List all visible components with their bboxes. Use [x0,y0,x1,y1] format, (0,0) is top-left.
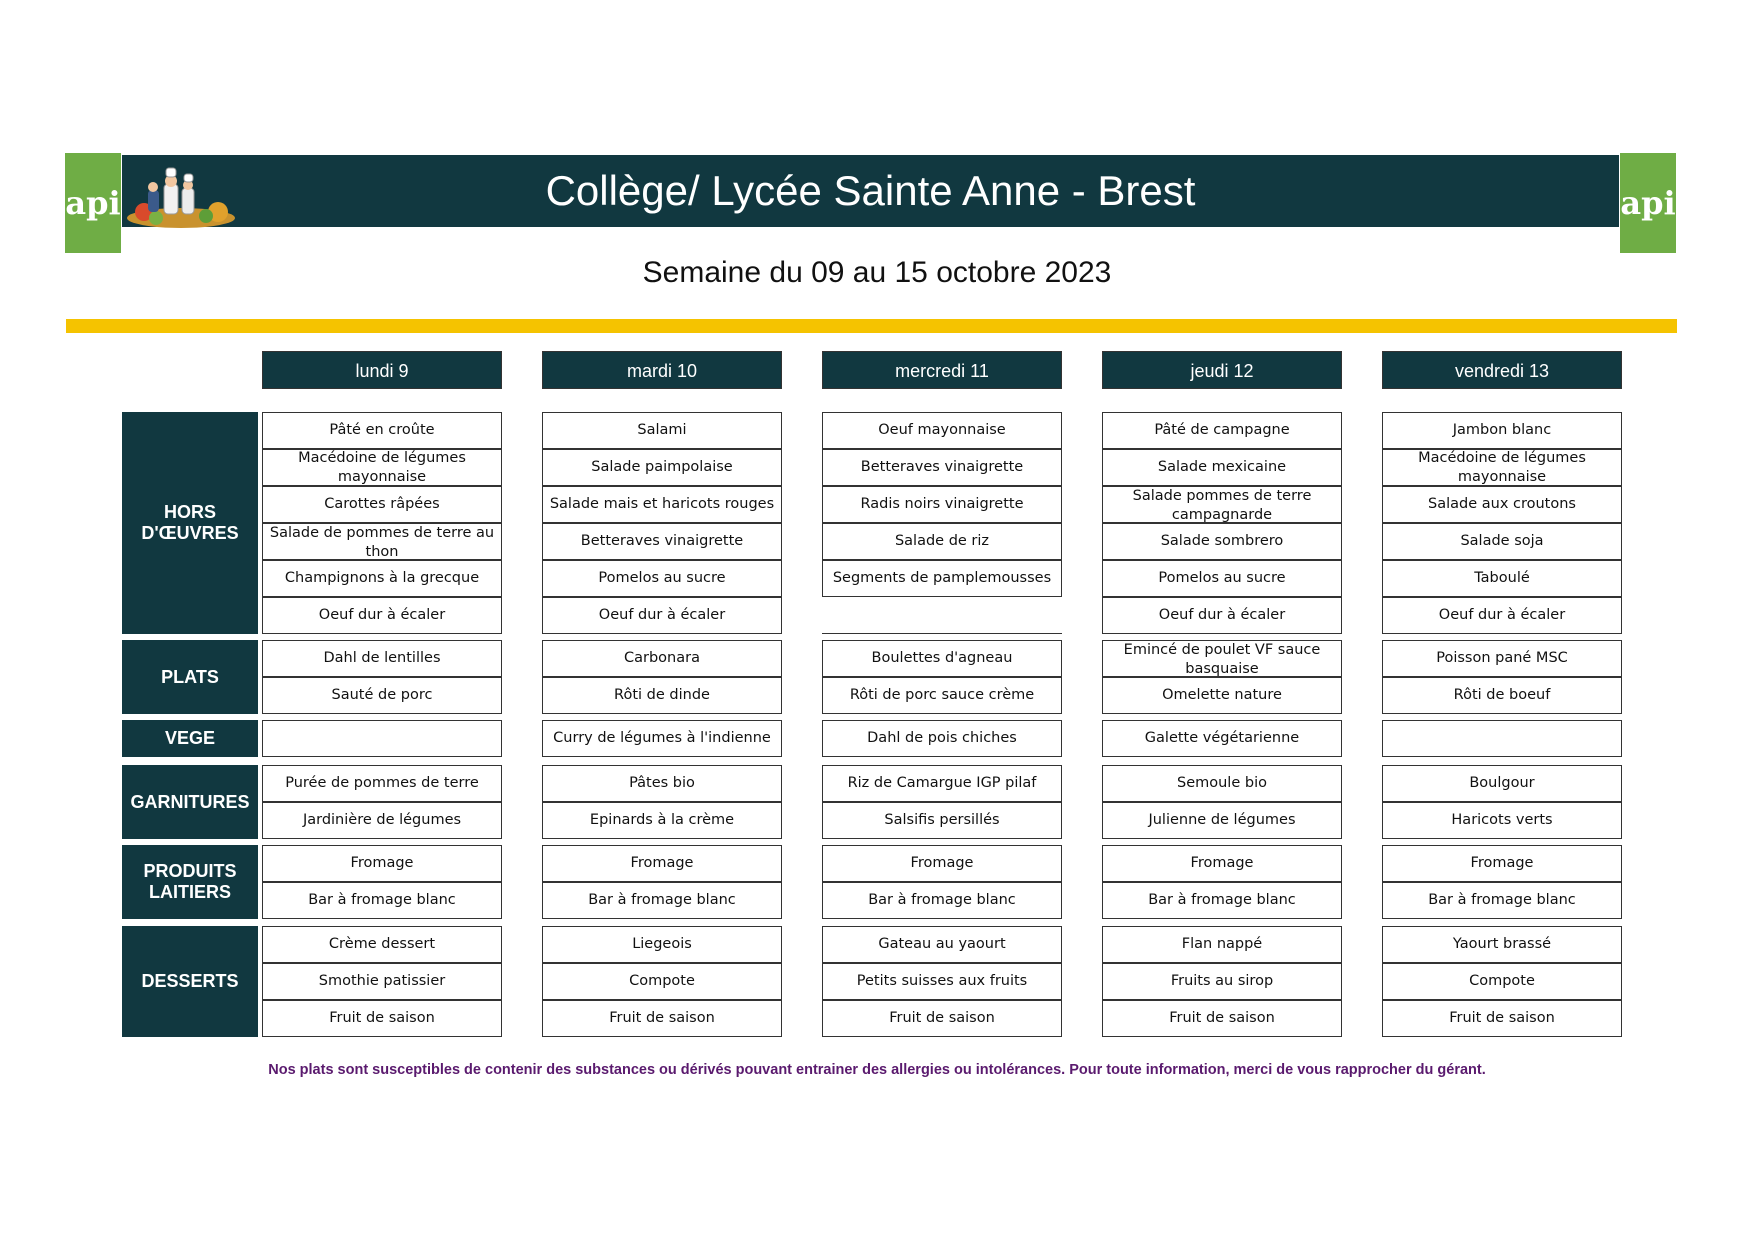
menu-cell: Jambon blanc [1382,412,1622,449]
menu-cell: Salami [542,412,782,449]
menu-cell: Rôti de porc sauce crème [822,677,1062,714]
menu-cell: Sauté de porc [262,677,502,714]
menu-cell: Salade de riz [822,523,1062,560]
menu-cell: Fromage [1102,845,1342,882]
menu-cell: Julienne de légumes [1102,802,1342,839]
menu-cell [1382,720,1622,757]
category-label: PRODUITS LAITIERS [143,861,237,902]
menu-cell: Oeuf dur à écaler [542,597,782,634]
menu-cell: Petits suisses aux fruits [822,963,1062,1000]
menu-cell: Curry de légumes à l'indienne [542,720,782,757]
day-header: vendredi 13 [1382,351,1622,389]
menu-cell: Omelette nature [1102,677,1342,714]
menu-cell: Galette végétarienne [1102,720,1342,757]
menu-cell: Epinards à la crème [542,802,782,839]
menu-cell: Radis noirs vinaigrette [822,486,1062,523]
menu-cell: Emincé de poulet VF sauce basquaise [1102,640,1342,677]
menu-cell: Rôti de boeuf [1382,677,1622,714]
category-produits-laitiers [122,845,258,919]
menu-cell: Purée de pommes de terre [262,765,502,802]
category-label: VEGE [164,728,216,748]
menu-cell: Boulgour [1382,765,1622,802]
menu-cell: Oeuf dur à écaler [1102,597,1342,634]
category-label: HORS D'ŒUVRES [141,502,239,543]
menu-cell: Bar à fromage blanc [822,882,1062,919]
menu-cell: Pâté de campagne [1102,412,1342,449]
day-header: lundi 9 [262,351,502,389]
menu-cell: Carottes râpées [262,486,502,523]
api-logo-left: api [65,153,121,253]
category-plats [122,640,258,714]
menu-cell: Pomelos au sucre [1102,560,1342,597]
menu-cell: Fruit de saison [822,1000,1062,1037]
menu-cell: Champignons à la grecque [262,560,502,597]
category-label: GARNITURES [130,791,250,812]
menu-cell: Carbonara [542,640,782,677]
menu-cell: Betteraves vinaigrette [822,449,1062,486]
menu-cell: Semoule bio [1102,765,1342,802]
menu-cell: Salade mais et haricots rouges [542,486,782,523]
menu-cell: Segments de pamplemousses [822,560,1062,597]
menu-cell: Fromage [542,845,782,882]
category-label: DESSERTS [141,971,239,991]
menu-cell: Salsifis persillés [822,802,1062,839]
menu-cell: Oeuf dur à écaler [262,597,502,634]
menu-cell: Fruit de saison [542,1000,782,1037]
menu-cell: Fruits au sirop [1102,963,1342,1000]
menu-cell: Liegeois [542,926,782,963]
menu-cell: Oeuf mayonnaise [822,412,1062,449]
menu-cell: Crème dessert [262,926,502,963]
menu-cell: Taboulé [1382,560,1622,597]
menu-cell: Compote [542,963,782,1000]
menu-cell: Betteraves vinaigrette [542,523,782,560]
chef-illustration-icon [126,166,236,228]
menu-cell: Salade mexicaine [1102,449,1342,486]
category-garnitures [122,765,258,839]
menu-cell: Fruit de saison [1382,1000,1622,1037]
page-title: Collège/ Lycée Sainte Anne - Brest [545,167,1196,214]
menu-cell: Riz de Camargue IGP pilaf [822,765,1062,802]
menu-cell: Fruit de saison [1102,1000,1342,1037]
menu-cell: Pâtes bio [542,765,782,802]
week-heading: Semaine du 09 au 15 octobre 2023 [642,256,1112,289]
menu-cell: Fromage [262,845,502,882]
menu-cell: Compote [1382,963,1622,1000]
menu-cell: Oeuf dur à écaler [1382,597,1622,634]
category-label: PLATS [161,666,219,687]
menu-cell: Dahl de pois chiches [822,720,1062,757]
menu-cell: Boulettes d'agneau [822,640,1062,677]
category-vege [122,720,258,757]
category-desserts [122,926,258,1037]
menu-cell: Bar à fromage blanc [1382,882,1622,919]
day-header: mardi 10 [542,351,782,389]
category-hors-doeuvres [122,412,258,634]
menu-cell: Salade soja [1382,523,1622,560]
menu-cell: Bar à fromage blanc [542,882,782,919]
menu-cell: Gateau au yaourt [822,926,1062,963]
menu-cell: Macédoine de légumes mayonnaise [1382,449,1622,486]
menu-cell: Salade de pommes de terre au thon [262,523,502,560]
menu-cell: Fromage [822,845,1062,882]
menu-cell: Salade paimpolaise [542,449,782,486]
menu-cell [822,597,1062,634]
menu-cell: Pomelos au sucre [542,560,782,597]
menu-cell: Fruit de saison [262,1000,502,1037]
menu-cell: Salade pommes de terre campagnarde [1102,486,1342,523]
day-header: mercredi 11 [822,351,1062,389]
menu-cell: Smothie patissier [262,963,502,1000]
menu-cell: Macédoine de légumes mayonnaise [262,449,502,486]
menu-cell: Jardinière de légumes [262,802,502,839]
menu-cell: Fromage [1382,845,1622,882]
menu-cell: Salade sombrero [1102,523,1342,560]
allergy-footnote: Nos plats sont susceptibles de contenir des substances ou dérivés pouvant entrainer des allergies ou intolérances. Pour toute information, merci de vous rapprocher du gérant. [268,1062,1486,1078]
menu-cell: Poisson pané MSC [1382,640,1622,677]
menu-cell: Haricots verts [1382,802,1622,839]
divider-bar [66,319,1677,333]
menu-cell: Bar à fromage blanc [262,882,502,919]
menu-cell: Rôti de dinde [542,677,782,714]
menu-cell: Salade aux croutons [1382,486,1622,523]
menu-cell: Flan nappé [1102,926,1342,963]
menu-cell [262,720,502,757]
day-header: jeudi 12 [1102,351,1342,389]
menu-cell: Pâté en croûte [262,412,502,449]
menu-cell: Yaourt brassé [1382,926,1622,963]
api-logo-right: api [1620,153,1676,253]
menu-cell: Bar à fromage blanc [1102,882,1342,919]
menu-cell: Dahl de lentilles [262,640,502,677]
